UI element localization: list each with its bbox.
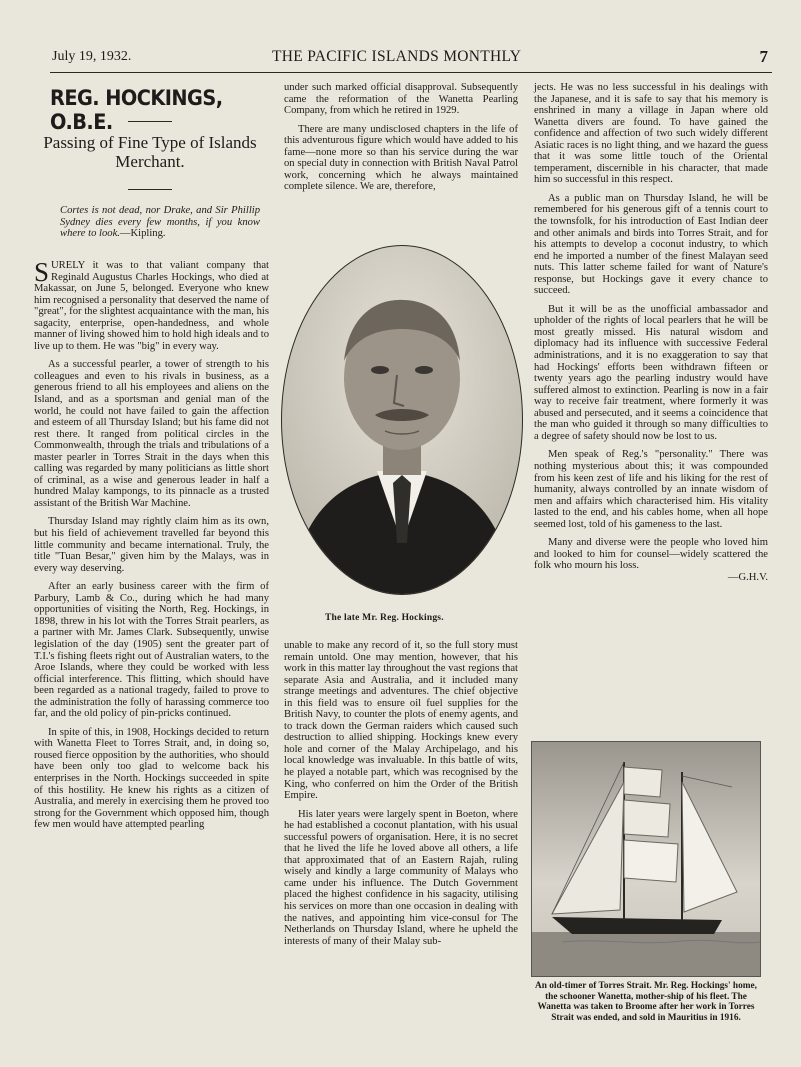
column-2-top [284,82,518,200]
paragraph: In spite of this, in 1908, Hockings decided to return with Wanetta Fleet to Torres Strait, and, in doing so, roused fierce opposition by the authorities, who should have been only too glad to welcome back his enterprises in the North. Hockings succeeded in spite of this hostility. He knew his rights as a citizen of Australia, and merely in exercising them he proved too strong for the Government which opposed him, though few men would have attempted pearling [34,726,269,831]
paragraph: As a successful pearler, a tower of strength to his colleagues and even to his rivals in business, as a generous friend to all his employees and aliens on the Island, and as a sportsman and genial man of the world, he could not have failed to gain the affection and esteem of all Thursday Island; but his fame did not rest there. It ranged from political circles in the Commonwealth, through the trials and tribulations of a master pearler in Torres Strait in the days when this calling was regarded by many politicians as little short of criminal, as a wise and generous leader in half a hundred Malay kampongs, to its pinnacle as a trusted assistant of the British War Machine. [34,359,269,509]
page-number: 7 [759,47,768,66]
paragraph: After an early business career with the firm of Parbury, Lamb & Co., during which he had many opportunities of visiting the North, Reg. Hockings, in 1898, threw in his lot with the Torres Strait pearlers, as a partner with Mr. James Clark. Subsequently, unwise legislation of the day (1905) sent the greater part of T.I.'s fishing fleets right out of Australian waters, to the Aroe Islands, where they could be worked with less official interference. This flitting, which should have been regarded as a national tragedy, failed to prove to the administration the folly of harassing commerce too far, and the old policy of pin-pricks continued. [34,581,269,720]
column-2-bottom [284,640,518,954]
schooner-caption: An old-timer of Torres Strait. Mr. Reg. Hockings' home, the schooner Wanetta, mother-ship of his fleet. The Wanetta was taken to Broome after her work in Torres Strait was ended, and sold in Mauritius in 1916. [535,981,757,1023]
issue-date: July 19, 1932. [52,49,132,64]
drop-cap: S [34,257,50,287]
paragraph: His later years were largely spent in Boeton, where he had established a coconut plantation, with his usual successful powers of organisation. Here, it is no secret that he lived the life he loved above all others, a life that approximated that of an Eastern Rajah, ruling wisely and kindly a large community of Malays who came under his influence. The Dutch Government placed the highest confidence in his sagacity, utilising his services on more than one occasion in dealing with the natives, and appointing him vice-consul for The Netherlands on Thursday Island, where he upheld the interests of many of their Malay sub- [284,808,518,947]
portrait-caption: The late Mr. Reg. Hockings. [325,613,444,623]
epigraph [60,205,260,240]
page-header [50,46,772,73]
column-3 [534,82,768,590]
signature: —G.H.V. [727,571,768,583]
epigraph-text: Cortes is not dead, nor Drake, and Sir Phillip Sydney dies every few months, if you know where to look. [60,205,260,240]
paragraph: under such marked official disapproval. Subsequently came the reformation of the Wanetta Pearling Company, from which he retired in 1929. [284,82,518,117]
paragraph: There are many undisclosed chapters in the life of this adventurous figure which would have added to his fame—none more so than his service during the war on special duty in connection with British Naval Patrol work, concerning which he always maintained complete silence. We are, therefore, [284,123,518,193]
publication-title: THE PACIFIC ISLANDS MONTHLY [272,48,522,65]
article-headline: REG. HOCKINGS, O.B.E. [50,86,223,134]
paragraph: unable to make any record of it, so the full story must remain untold. One may mention, however, that his work in this matter lay throughout the vast regions that separate Asia and Australia, and it included many strange meetings and adventures. The chief objective in this field was to ensure oil fuel supplies for the British Navy, to counter the plots of enemy agents, and to track down the German raiders which caused such destruction to allied shipping. Hockings knew every hole and corner of the Malay Archipelago, and his local knowledge was invaluable. In this battle of wits, he played a notable part, which was recognised by the King, who conferred on him the Order of the British Empire. [284,640,518,802]
schooner-image [532,742,760,976]
headline-divider [128,121,172,122]
paragraph: Many and diverse were the people who loved him and looked to him for counsel—widely scattered the folk who mourn his loss. [534,537,768,572]
paragraph: SURELY it was to that valiant company that Reginald Augustus Charles Hockings, who died at Makassar, on June 5, belonged. Everyone who knew him recognised a personality that deserved the name of "great", for the slightest acquaintance with the man, his sagacity, enterprise, open-handedness, and whole manner of living showed him to hold high ideals and to live up to them. He was "big" in every way. [34,257,269,352]
portrait-image [279,243,525,598]
paragraph: Thursday Island may rightly claim him as its own, but his field of achievement travelled far beyond this little community and became international. Truly, the title "Tuan Besar," given him by the Malays, was in every way deserving. [34,516,269,574]
paragraph: Men speak of Reg.'s "personality." There was nothing mysterious about this; it was compounded from his keen zest of life and his liking for the rest of humanity, always controlled by an innate wisdom of men and affairs which characterised him. His vitality lasted to the end, and his cables home, when all hope seemed lost, told of his gameness to the last. [534,449,768,530]
paragraph: But it will be as the unofficial ambassador and upholder of the rights of local pearlers that he will be most greatly missed. His natural wisdom and diplomacy had its influence with successive Federal administrations, and it is no exaggeration to say that had Hockings' efforts been withdrawn fifteen or twenty years ago the pearling industry would have suffered almost to extinction. Pearling is now in a fair way to receive fair treatment, where formerly it was abused and persecuted, and it seems a coincidence that the man who guided it through so many difficulties to a degree of safety should now be lost to us. [534,303,768,442]
portrait-photo [279,243,525,598]
epigraph-attribution: —Kipling. [119,228,166,240]
paragraph: As a public man on Thursday Island, he will be remembered for his generous gift of a tennis court to the townsfolk, for his introduction of East Indian deer and other animals and birds into Torres Strait, and for his attempts to develop a coconut industry, to which end he imported a number of the finest Malayan seed nuts. This latter scheme failed for want of Nature's response, but Hockings gave it every chance to succeed. [534,192,768,297]
article-subheading: Passing of Fine Type of Islands Merchant. [43,133,257,171]
schooner-photo [531,741,761,977]
column-1 [34,257,269,838]
subheading-divider [128,189,172,190]
paragraph: jects. He was no less successful in his dealings with the Japanese, and it is safe to say that his memory is enshrined in many a village in Japan where old Wanetta divers are found. To have gained the confidence and affection of two such widely different Asiatic races is no light thing, and we hazard the guess that it was some little touch of the Oriental temperament, discernible in his character, that made him so successful in this respect. [534,82,768,186]
